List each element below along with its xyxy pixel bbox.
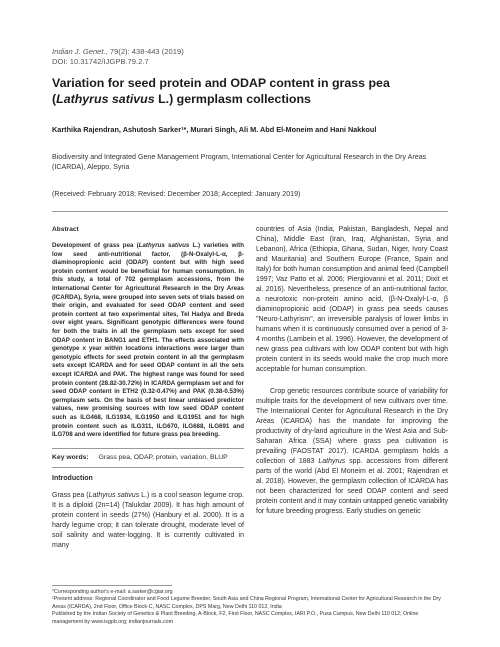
journal-citation [52, 47, 184, 57]
introduction-section [52, 474, 244, 489]
header-divider [52, 211, 448, 212]
footnote-present-address: ¹Present address: Regional Coordinator and Food Legume Breeder, South Asia and China Regional Program, International Center for Agricultural Research in the Dry Areas (ICARDA), 2nd Floor, Office Block-C, NASC Complex, DPS Marg, New Delhi 110 012, India [52, 596, 441, 610]
journal-volume-pages: , 79(2): 438-443 (2019) [105, 47, 184, 56]
affiliation: Biodiversity and Integrated Gene Management Program, International Center for Agricultural Research in the Dry Areas (ICARDA), Aleppo, Syria [52, 153, 427, 171]
title-species: Lathyrus sativus [56, 91, 155, 106]
received-dates: (Received: February 2018; Revised: December 2018; Accepted: January 2019) [52, 190, 301, 198]
footnote-rule [52, 585, 172, 586]
keywords-divider [52, 467, 244, 468]
introduction-paragraph: Grass pea (Lathyrus sativus L.) is a cool season legume crop. It is a diploid (2n=14) (Talukdar 2009). It has high amount of protein content in seeds (27%) (Hanbury et al. 2000). It is a hardy legume crop; it can tolerate drought, moderate level of soil salinity and water-logging. It is currently cultivated in many [52, 492, 244, 549]
journal-doi: DOI: 10.31742/IJGPB.79.2.7 [52, 57, 149, 66]
paper-title: Variation for seed protein and ODAP content in grass pea (Lathyrus sativus L.) germplasm collections [52, 76, 390, 106]
author-list: Karthika Rajendran, Ashutosh Sarker¹*, Murari Singh, Ali M. Abd El-Moneim and Hani Nakkoul [52, 125, 377, 134]
journal-header [52, 47, 184, 67]
journal-name: Indian J. Genet. [52, 47, 106, 56]
abstract-heading: Abstract [52, 226, 79, 233]
footnote-corresponding: *Corresponding author's e-mail: a.sarker@cgiar.org [52, 589, 173, 595]
keywords-text: Grass pea, ODAP, protein, variation, BLUP [98, 454, 228, 461]
abstract-divider [52, 448, 244, 449]
footnotes [52, 585, 448, 626]
keywords [52, 453, 244, 462]
footnote-publisher: Published by the Indian Society of Genetics & Plant Breeding, A-Block, F2, First Floor, NASC Complex, IARI P.O., Pusa Campus, New Delhi 110 012; Online management by www.isgpb.org; indianjournals.com [52, 611, 419, 625]
keywords-label: Key words: [52, 454, 89, 461]
right-paragraph-1: countries of Asia (India, Pakistan, Bangladesh, Nepal and China), Middle East (Iran, Iraq, Afghanistan, Syria and Lebanon), Africa (Ethiopia, Ghana, Sudan, Niger, Ivory Coast and Mauritania) and Southern Europe (France, Spain and Italy) for both human consumption and animal feed (Campbell 1997; Vaz Patto et al. 2006; Piergiovanni et al. 2011; Dixit et al. 2016). Nevertheless, presence of an anti-nutritional factor, a neurotoxic non-protein amino acid, (β-N-Oxalyl-L-α, β diaminopropionic acid (ODAP) in grass pea seeds causes "Neuro-Lathyrism", an irreversible paralysis of lower limbs in humans when it is continuously consumed over a period of 3-4 months (Lambein et al. 1996). However, the development of new grass pea cultivars with low ODAP content but with high protein content in its seeds would make the crop much more acceptable for human consumption. [256, 226, 448, 373]
abstract-body: Development of grass pea (Lathyrus sativus L.) varieties with low seed anti-nutritional factor, (β-N-Oxalyl-L-α, β-diaminopropionic acid (ODAP) content but with high seed protein content would be beneficial for human consumption. In this study, a total of 702 germplasm accessions, from the International Center for Agricultural Research in the Dry Areas (ICARDA), Syria, were grouped into seven sets of trials based on their origin, and evaluated for seed ODAP content and seed protein content at two experimental sites, Tel Hadya and Breda over eight years. Significant genotypic differences were found for both the traits in all the germplasm sets except for seed ODAP content in BANG1 and ETH1. The effects associated with genotype x year within locations interactions were larger than genotypic effects for seed protein content in all the germplasm sets except ICARDA and for seed ODAP content in all the sets except ICARDA and PAK. The highest range was found for seed protein content (28.82-30.72%) in ICARDA germplasm set and for seed ODAP content in ETH2 (0.32-0.47%) and PAK (0.38-0.53%) germplasm sets. On the basis of best linear unbiased predictor values, new promising sources with low seed ODAP content such as ILG468, ILG1934, ILG1950 and ILG1951 and for high protein content such as ILG311, ILG670, ILG688, ILG691 and ILG708 and were identified for future grass pea breeding. [52, 242, 244, 439]
left-column [52, 225, 244, 440]
right-paragraph-2: Crop genetic resources contribute source of variability for multiple traits for the development of new cultivars over time. The International Center for Agricultural Research in the Dry Areas (ICARDA) has the mandate for improving the productivity of dry-land agriculture in the West Asia and Sub-Saharan Africa (SSA) where grass pea cultivation is prevailing (FAOSTAT 2017). ICARDA germplasm holds a collection of 1883 Lathyrus spp. accessions from different parts of the world (Abd El Moneim et al. 2001; Rajendran et al. 2018). However, the germplasm collection of ICARDA has not been characterized for seed ODAP content and seed protein content and it may contain untapped genetic variability for future breeding progress. Early studies on genetic [256, 388, 448, 515]
introduction-heading: Introduction [52, 475, 93, 482]
right-column [256, 225, 448, 517]
